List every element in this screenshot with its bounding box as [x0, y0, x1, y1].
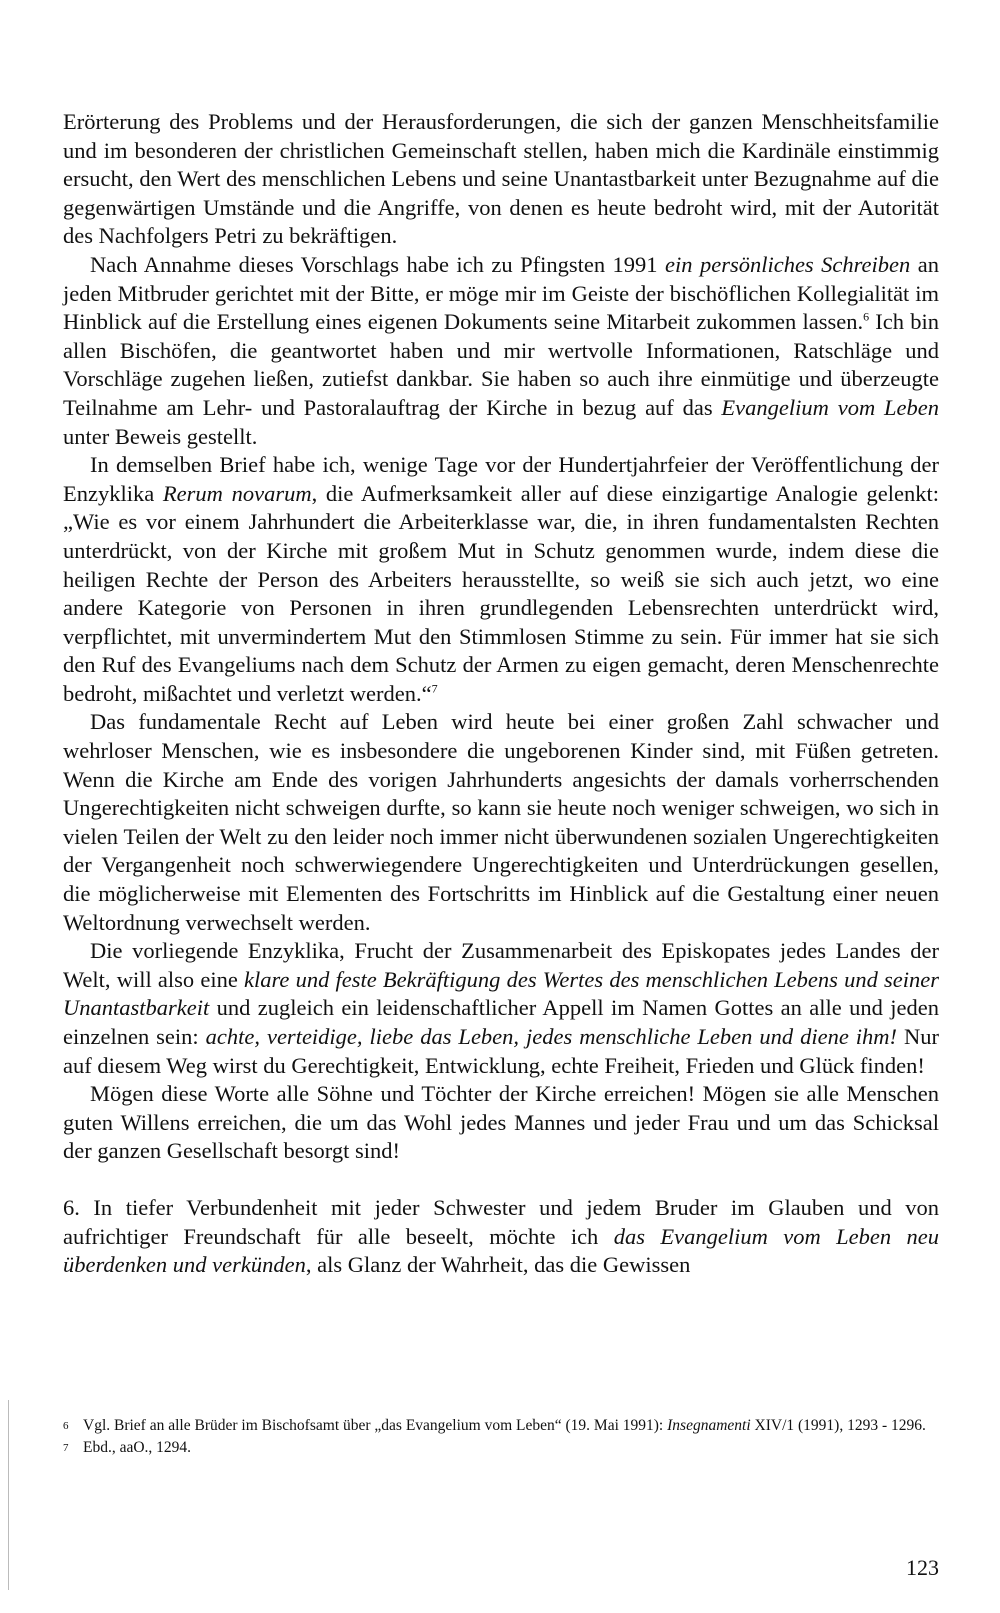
paragraph: Erörterung des Problems und der Herausforderungen, die sich der ganzen Menschheitsfamilie und im besonderen der christlichen Gemeinschaft stellen, haben mich die Kardinäle einstimmig ersucht, den Wert des menschlichen Lebens und seine Unantastbarkeit unter Bezugnahme auf die gegenwärtigen Umstände und die Angriffe, von denen es heute bedroht wird, mit der Autorität des Nachfolgers Petri zu bekräftigen. [63, 109, 939, 249]
italic-run: Evangelium vom Leben [721, 394, 939, 420]
italic-run: achte, verteidige, liebe das Leben, jedes menschliche Leben und diene ihm! [205, 1024, 898, 1049]
main-text [63, 108, 939, 1280]
margin-scan-line [8, 1400, 9, 1590]
text-run: Die vorliegende Enzyklika, Frucht der Zusammenarbeit des Episkopates jedes Landes der Welt, will also eine [63, 938, 939, 992]
italic-run: das Evangelium vom Leben neu überdenken und verkünden [63, 1223, 939, 1278]
paragraph: Das fundamentale Recht auf Leben wird heute bei einer großen Zahl schwacher und wehrloser Menschen, wie es insbesondere die ungeborenen Kinder sind, mit Füßen getreten. Wenn die Kirche am Ende des vorigen Jahrhunderts angesichts der damals vorherrschenden Ungerechtigkeiten nicht schweigen durfte, so kann sie heute noch weniger schweigen, wo sich in vielen Teilen der Welt zu den leider noch immer nicht überwundenen sozialen Ungerechtigkeiten der Vergangenheit noch schwerwiegendere Ungerechtigkeiten und Unterdrückungen gesellen, die möglicherweise mit Elementen des Fortschritts im Hinblick auf die Gestaltung einer neuen Weltordnung verwechselt werden. [63, 709, 939, 935]
text-run: Nur auf diesem Weg wirst du Gerechtigkeit, Entwicklung, echte Freiheit, Frieden und Glück finden! [63, 1024, 939, 1078]
footnotes [63, 1415, 939, 1459]
section-paragraph [63, 1194, 939, 1280]
footnote-mark: 6 [63, 1420, 69, 1432]
italic-run: klare und feste Bekräftigung des Wertes des menschlichen Lebens und seiner Unantastbarkeit [63, 966, 939, 1021]
italic-run: ein persönliches Schreiben [665, 251, 911, 277]
footnote-ref[interactable]: 6 [863, 309, 870, 324]
text-run: , als Glanz der Wahrheit, das die Gewissen [305, 1252, 691, 1278]
paragraph [63, 937, 939, 1080]
page-number: 123 [906, 1555, 939, 1580]
text-run: , die Aufmerksamkeit aller auf diese einzigartige Analogie gelenkt: „Wie es vor einem Jahrhundert die Arbeiterklasse war, die, in ihren fundamentalsten Rechten unterdrückt, von der Kirche mit großem Mut in Schutz genommen wurde, indem diese die heiligen Rechte der Person des Arbeiters herausstellte, so weiß sie sich auch jetzt, wo eine andere Kategorie von Personen in ihren grundlegenden Lebensrechten unterdrückt wird, verpflichtet, mit unvermindertem Mut den Stimmlosen Stimme zu sein. Für immer hat sie sich den Ruf des Evangeliums nach dem Schutz der Armen zu eigen gemacht, deren Menschenrechte bedroht, mißachtet und verletzt werden.“ [63, 480, 939, 706]
footnote [63, 1437, 939, 1459]
italic-run: Rerum novarum [162, 480, 312, 506]
footnote [63, 1415, 939, 1437]
footnote-italic: Insegnamenti [667, 1417, 751, 1434]
footnote-mark: 7 [63, 1442, 69, 1454]
paragraph: Mögen diese Worte alle Söhne und Töchter der Kirche erreichen! Mögen sie alle Menschen guten Willens erreichen, die um das Wohl jedes Mannes und jeder Frau und um das Schicksal der ganzen Gesellschaft besorgt sind! [63, 1081, 939, 1164]
footnote-text: XIV/1 (1991), 1293 - 1296. [750, 1417, 926, 1434]
text-run: In demselben Brief habe ich, wenige Tage vor der Hundertjahrfeier der Veröffentlichung der Enzyklika [63, 452, 939, 506]
footnote-text: Ebd., aaO., 1294. [83, 1439, 192, 1456]
text-run: an jeden Mitbruder gerichtet mit der Bitte, er möge mir im Geiste der bischöflichen Kollegialität im Hinblick auf die Erstellung eines eigenen Dokuments seine Mitarbeit zukommen lassen. [63, 251, 939, 335]
paragraph [63, 451, 939, 708]
text-run: 6. In tiefer Verbundenheit mit jeder Schwester und jedem Bruder im Glauben und von aufrichtiger Freundschaft für alle beseelt, möchte ich [63, 1194, 939, 1249]
text-run: und zugleich ein leidenschaftlicher Appell im Namen Gottes an alle und jeden einzelnen sein: [63, 995, 939, 1049]
text-run: unter Beweis gestellt. [63, 423, 258, 449]
text-run: Nach Annahme dieses Vorschlags habe ich zu Pfingsten 1991 [90, 251, 665, 277]
paragraph [63, 251, 939, 451]
text-run: Ich bin allen Bischöfen, die geantwortet haben und mir wertvolle Informationen, Ratschläge und Vorschläge zugehen ließen, zutiefst dankbar. Sie haben so auch ihre einmütige und überzeugte Teilnahme am Lehr- und Pastoralauftrag der Kirche in bezug auf das [63, 309, 940, 420]
footnote-ref[interactable]: 7 [431, 681, 438, 696]
footnote-text: Vgl. Brief an alle Brüder im Bischofsamt über „das Evangelium vom Leben“ (19. Mai 1991): [83, 1417, 668, 1434]
